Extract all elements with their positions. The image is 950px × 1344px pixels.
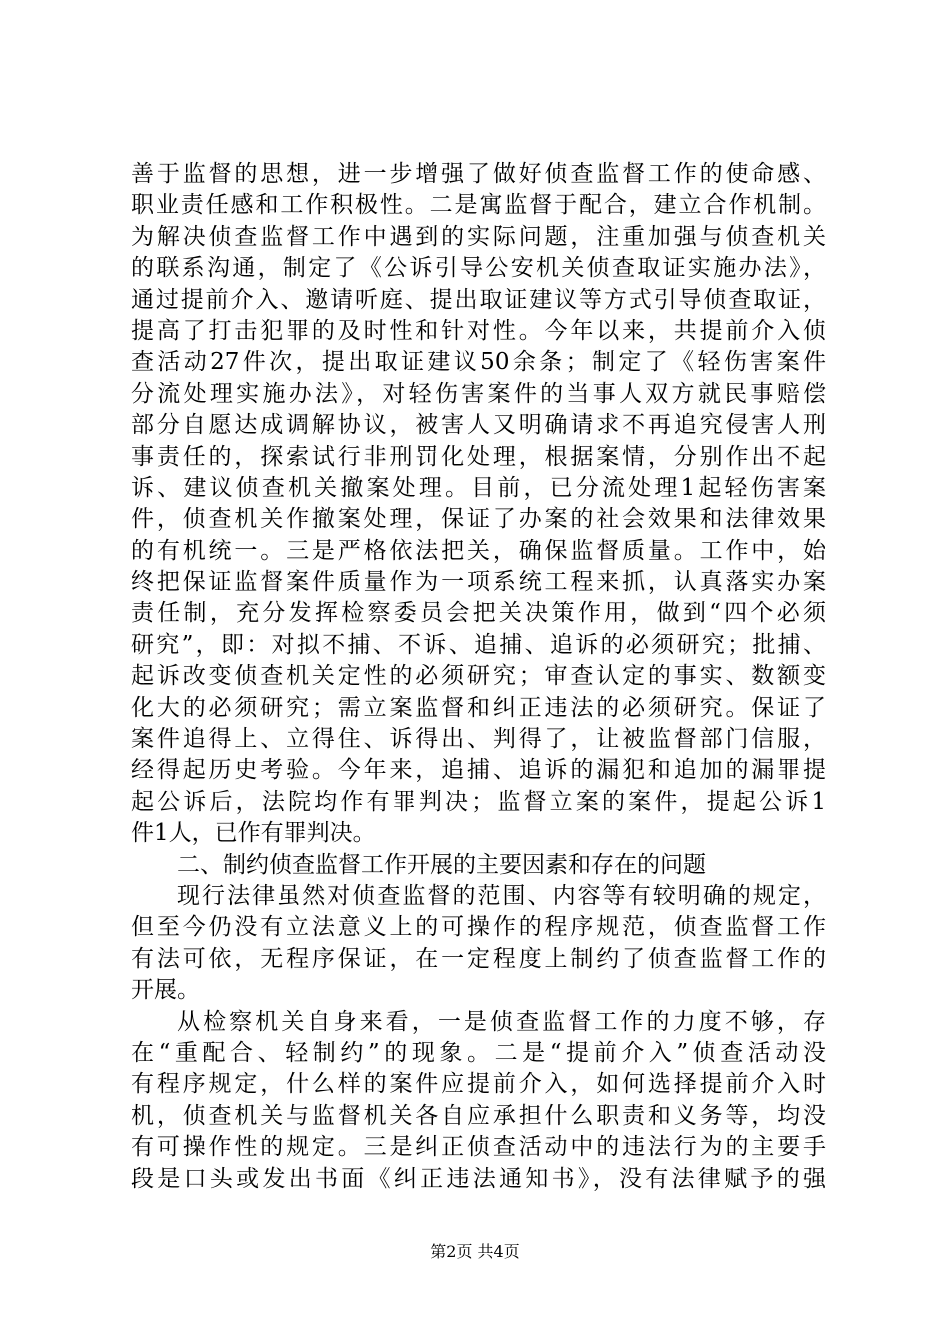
text-line: 在“重配合、轻制约”的现象。二是“提前介入”侦查活动没 — [131, 1039, 826, 1066]
text-line: 段是口头或发出书面《纠正违法通知书》，没有法律赋予的强 — [131, 1165, 826, 1192]
text-line: 经得起历史考验。今年来，追捕、追诉的漏犯和追加的漏罪提 — [131, 757, 826, 784]
text-line: 的联系沟通，制定了《公诉引导公安机关侦查取证实施办法》， — [131, 255, 826, 282]
text-line: 终把保证监督案件质量作为一项系统工程来抓，认真落实办案 — [131, 569, 826, 596]
text-line: 起诉改变侦查机关定性的必须研究；审查认定的事实、数额变 — [131, 663, 826, 690]
text-line: 件，侦查机关作撤案处理，保证了办案的社会效果和法律效果 — [131, 506, 826, 533]
text-line: 二、制约侦查监督工作开展的主要因素和存在的问题 — [177, 851, 706, 878]
text-line: 件1人，已作有罪判决。 — [131, 820, 376, 847]
text-line: 部分自愿达成调解协议，被害人又明确请求不再追究侵害人刑 — [131, 412, 826, 439]
text-line: 有法可依，无程序保证，在一定程度上制约了侦查监督工作的 — [131, 945, 826, 972]
text-line: 化大的必须研究；需立案监督和纠正违法的必须研究。保证了 — [131, 694, 826, 721]
text-line: 起公诉后，法院均作有罪判决；监督立案的案件，提起公诉1 — [131, 788, 826, 815]
page-footer — [0, 1241, 950, 1263]
text-line: 事责任的，探索试行非刑罚化处理，根据案情，分别作出不起 — [131, 443, 826, 470]
text-line: 有可操作性的规定。三是纠正侦查活动中的违法行为的主要手 — [131, 1134, 826, 1161]
text-line: 开展。 — [131, 977, 200, 1004]
page-number: 第2页 共4页 — [430, 1242, 520, 1261]
text-line: 从检察机关自身来看，一是侦查监督工作的力度不够，存 — [177, 1008, 826, 1035]
text-line: 但至今仍没有立法意义上的可操作的程序规范，侦查监督工作 — [131, 914, 826, 941]
text-line: 责任制，充分发挥检察委员会把关决策作用，做到“四个必须 — [131, 600, 826, 627]
text-line: 为解决侦查监督工作中遇到的实际问题，注重加强与侦查机关 — [131, 223, 826, 250]
text-line: 研究”，即：对拟不捕、不诉、追捕、追诉的必须研究；批捕、 — [131, 631, 826, 658]
text-line: 通过提前介入、邀请听庭、提出取证建议等方式引导侦查取证， — [131, 286, 826, 313]
text-line: 的有机统一。三是严格依法把关，确保监督质量。工作中，始 — [131, 537, 826, 564]
text-line: 职业责任感和工作积极性。二是寓监督于配合，建立合作机制。 — [131, 192, 826, 219]
text-line: 案件追得上、立得住、诉得出、判得了，让被监督部门信服， — [131, 726, 826, 753]
text-line: 分流处理实施办法》，对轻伤害案件的当事人双方就民事赔偿 — [131, 380, 826, 407]
document-body — [131, 159, 826, 1195]
text-line: 有程序规定，什么样的案件应提前介入，如何选择提前介入时 — [131, 1071, 826, 1098]
text-line: 善于监督的思想，进一步增强了做好侦查监督工作的使命感、 — [131, 161, 826, 187]
text-line: 现行法律虽然对侦查监督的范围、内容等有较明确的规定， — [177, 882, 826, 909]
text-line: 机，侦查机关与监督机关各自应承担什么职责和义务等，均没 — [131, 1102, 826, 1129]
text-line: 查活动27件次，提出取证建议50余条；制定了《轻伤害案件 — [131, 349, 826, 376]
text-line: 诉、建议侦查机关撤案处理。目前，已分流处理1起轻伤害案 — [131, 474, 826, 501]
text-line: 提高了打击犯罪的及时性和针对性。今年以来，共提前介入侦 — [131, 317, 826, 344]
